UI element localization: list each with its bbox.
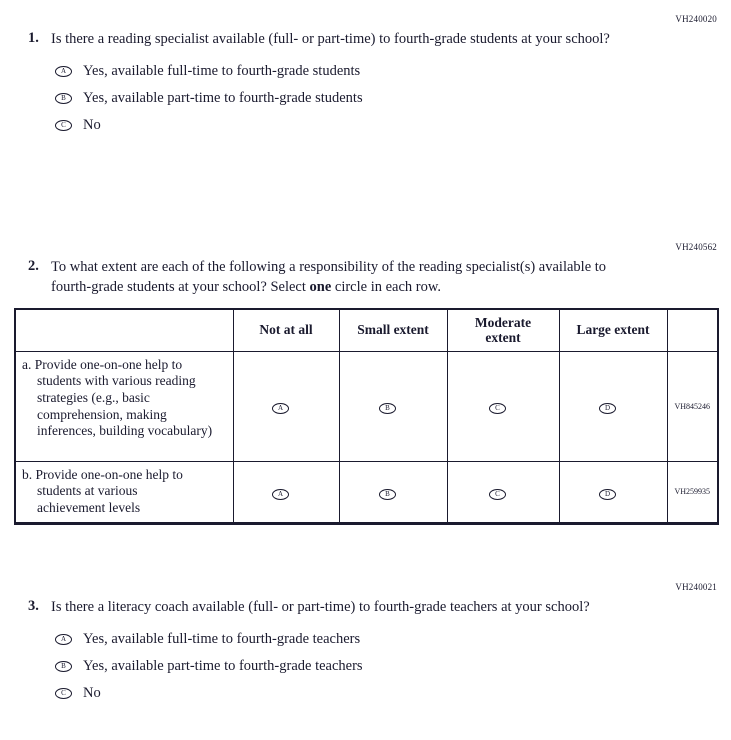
answer-bubble-icon[interactable]: B xyxy=(55,93,72,104)
row-a-large-extent-cell[interactable] xyxy=(559,351,667,461)
answer-bubble-icon[interactable]: B xyxy=(55,661,72,672)
question-1-options xyxy=(55,63,731,134)
column-header-not-at-all: Not at all xyxy=(233,309,339,351)
question-1-option-a[interactable] xyxy=(55,63,731,80)
option-label: Yes, available part-time to fourth-grade students xyxy=(83,89,363,106)
row-b-label-cell xyxy=(15,461,233,523)
answer-bubble-icon[interactable]: C xyxy=(55,120,72,131)
question-1-number: 1. xyxy=(28,30,39,46)
table-corner-cell xyxy=(15,309,233,351)
table-header-row xyxy=(15,309,718,351)
answer-bubble-icon[interactable]: B xyxy=(379,403,396,414)
row-b-not-at-all-cell[interactable] xyxy=(233,461,339,523)
answer-bubble-icon[interactable]: C xyxy=(489,489,506,500)
row-b-label: b. Provide one-on-one help to students at various achievement levels xyxy=(22,466,183,515)
question-2-text xyxy=(51,258,629,297)
option-label: Yes, available full-time to fourth-grade teachers xyxy=(83,630,361,647)
answer-bubble-icon[interactable]: B xyxy=(379,489,396,500)
question-2-text-prefix: To what extent are each of the following a responsibility of the reading specialist(s) available to fourth-grade students at your school? Select xyxy=(51,259,607,295)
question-3-option-c[interactable] xyxy=(55,685,731,702)
option-label: Yes, available full-time to fourth-grade students xyxy=(83,62,361,79)
q2-responsibility-table xyxy=(14,308,719,525)
question-1-option-b[interactable] xyxy=(55,90,731,107)
question-3-option-b[interactable] xyxy=(55,658,731,675)
option-label: Yes, available part-time to fourth-grade teachers xyxy=(83,657,363,674)
row-b-large-extent-cell[interactable] xyxy=(559,461,667,523)
answer-bubble-icon[interactable]: C xyxy=(489,403,506,414)
row-b-code: VH259935 xyxy=(667,461,718,523)
table-row-a xyxy=(15,351,718,461)
answer-bubble-icon[interactable]: D xyxy=(599,403,616,414)
question-2-text-suffix: circle in each row. xyxy=(331,278,442,295)
answer-bubble-icon[interactable]: A xyxy=(272,403,289,414)
row-a-not-at-all-cell[interactable] xyxy=(233,351,339,461)
column-header-moderate-extent: Moderate extent xyxy=(447,309,559,351)
question-3-options xyxy=(55,631,731,702)
row-b-small-extent-cell[interactable] xyxy=(339,461,447,523)
option-label: No xyxy=(83,116,101,133)
question-1-section xyxy=(0,14,731,144)
row-a-code: VH845246 xyxy=(667,351,718,461)
question-3-number: 3. xyxy=(28,598,39,614)
row-a-label: a. Provide one-on-one help to students with various reading strategies (e.g., basic comprehension, making inferences, building vocabulary) xyxy=(22,356,213,439)
answer-bubble-icon[interactable]: A xyxy=(55,66,72,77)
question-1-text: Is there a reading specialist available (full- or part-time) to fourth-grade students at your school? xyxy=(51,31,610,47)
row-a-small-extent-cell[interactable] xyxy=(339,351,447,461)
row-a-label-cell xyxy=(15,351,233,461)
column-header-small-extent: Small extent xyxy=(339,309,447,351)
question-3-option-a[interactable] xyxy=(55,631,731,648)
question-2 xyxy=(28,258,731,297)
question-3 xyxy=(28,598,731,618)
question-2-number: 2. xyxy=(28,258,39,274)
question-1-code: VH240020 xyxy=(675,14,717,24)
question-3-section xyxy=(0,582,731,712)
answer-bubble-icon[interactable]: D xyxy=(599,489,616,500)
answer-bubble-icon[interactable]: A xyxy=(55,634,72,645)
table-code-header-cell xyxy=(667,309,718,351)
question-2-section xyxy=(0,242,731,297)
table-row-b xyxy=(15,461,718,523)
row-b-moderate-extent-cell[interactable] xyxy=(447,461,559,523)
question-3-code: VH240021 xyxy=(675,582,717,592)
question-3-text: Is there a literacy coach available (full- or part-time) to fourth-grade teachers at your school? xyxy=(51,599,590,615)
answer-bubble-icon[interactable]: A xyxy=(272,489,289,500)
question-1-option-c[interactable] xyxy=(55,117,731,134)
question-2-text-bold: one xyxy=(309,278,332,295)
question-2-code: VH240562 xyxy=(675,242,717,252)
answer-bubble-icon[interactable]: C xyxy=(55,688,72,699)
question-1 xyxy=(28,30,731,50)
column-header-large-extent: Large extent xyxy=(559,309,667,351)
row-a-moderate-extent-cell[interactable] xyxy=(447,351,559,461)
option-label: No xyxy=(83,684,101,701)
